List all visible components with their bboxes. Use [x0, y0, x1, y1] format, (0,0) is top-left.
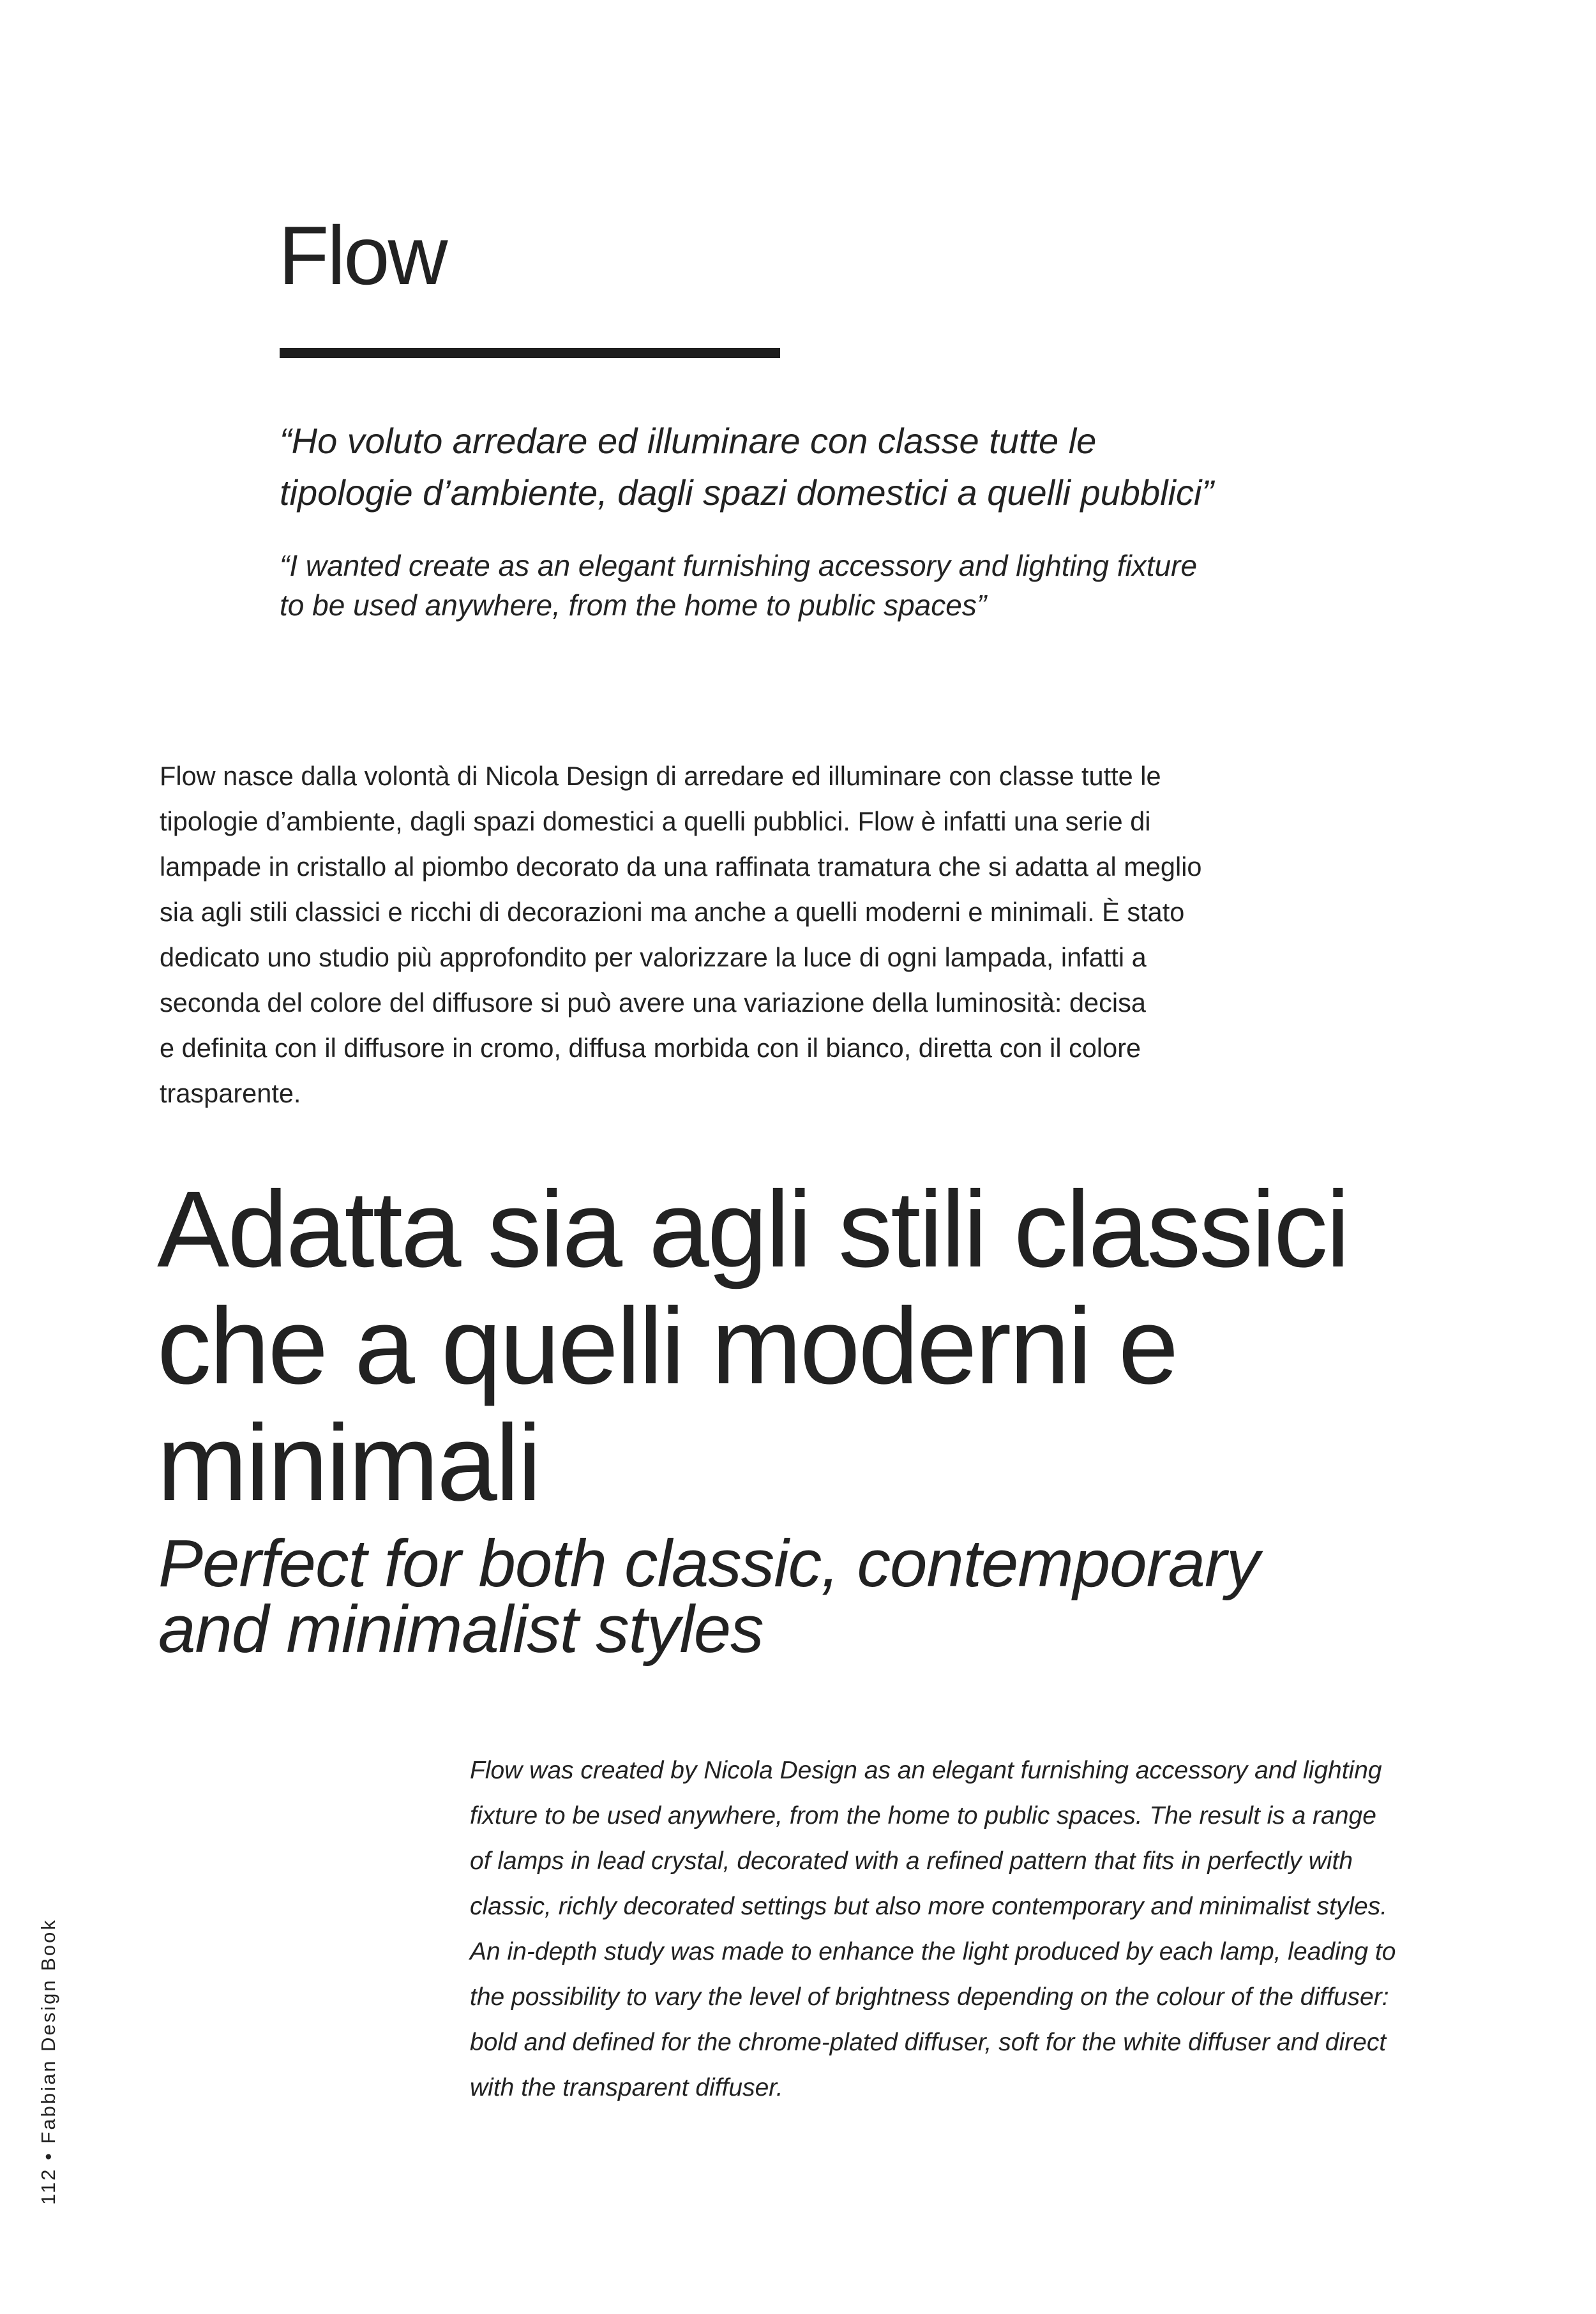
- body-italian-line: tipologie d’ambiente, dagli spazi domestici a quelli pubblici. Flow è infatti una serie di: [160, 806, 1151, 836]
- title-underline: [280, 348, 780, 358]
- body-text-italian: [160, 753, 1468, 1116]
- body-text-english: [470, 1748, 1466, 2110]
- body-italian-line: sia agli stili classici e ricchi di decorazioni ma anche a quelli moderni e minimali. È stato: [160, 897, 1185, 927]
- quote-english-line: “I wanted create as an elegant furnishing accessory and lighting fixture: [280, 549, 1198, 582]
- page-title: Flow: [278, 209, 446, 302]
- body-italian-line: Flow nasce dalla volontà di Nicola Design di arredare ed illuminare con classe tutte le: [160, 761, 1161, 791]
- headline-italian: [157, 1171, 1562, 1522]
- quote-english-line: to be used anywhere, from the home to public spaces”: [280, 589, 987, 622]
- body-english-line: classic, richly decorated settings but also more contemporary and minimalist styles.: [470, 1893, 1388, 1920]
- body-italian-line: lampade in cristallo al piombo decorato da una raffinata tramatura che si adatta al meglio: [160, 852, 1202, 882]
- quote-italian-line: tipologie d’ambiente, dagli spazi domestici a quelli pubblici”: [280, 472, 1214, 513]
- quote-italian-line: “Ho voluto arredare ed illuminare con classe tutte le: [280, 421, 1097, 461]
- body-english-line: the possibility to vary the level of brightness depending on the colour of the diffuser:: [470, 1983, 1389, 2011]
- headline-line: minimali: [157, 1402, 540, 1524]
- body-english-line: with the transparent diffuser.: [470, 2074, 783, 2101]
- headline-line: che a quelli moderni e: [157, 1286, 1177, 1407]
- body-english-line: bold and defined for the chrome-plated diffuser, soft for the white diffuser and direct: [470, 2029, 1387, 2056]
- quote-italian: [280, 415, 1493, 518]
- body-italian-line: e definita con il diffusore in cromo, diffusa morbida con il bianco, diretta con il colore: [160, 1033, 1141, 1063]
- body-english-line: fixture to be used anywhere, from the home to public spaces. The result is a range: [470, 1802, 1376, 1829]
- body-english-line: An in-depth study was made to enhance the light produced by each lamp, leading to: [470, 1938, 1396, 1965]
- body-italian-line: seconda del colore del diffusore si può avere una variazione della luminosità: decisa: [160, 988, 1146, 1018]
- subheadline-line: Perfect for both classic, contemporary: [158, 1526, 1260, 1601]
- body-italian-line: trasparente.: [160, 1078, 301, 1108]
- subheadline-english: [158, 1526, 1563, 1667]
- body-english-line: Flow was created by Nicola Design as an elegant furnishing accessory and lighting: [470, 1757, 1382, 1784]
- headline-line: Adatta sia agli stili classici: [157, 1169, 1348, 1290]
- body-italian-line: dedicato uno studio più approfondito per valorizzare la luce di ogni lampada, infatti a: [160, 942, 1147, 972]
- page-footer: 112 • Fabbian Design Book: [37, 1918, 59, 2205]
- body-english-line: of lamps in lead crystal, decorated with a refined pattern that fits in perfectly with: [470, 1847, 1353, 1875]
- subheadline-line: and minimalist styles: [158, 1592, 764, 1667]
- quote-english: [280, 546, 1493, 625]
